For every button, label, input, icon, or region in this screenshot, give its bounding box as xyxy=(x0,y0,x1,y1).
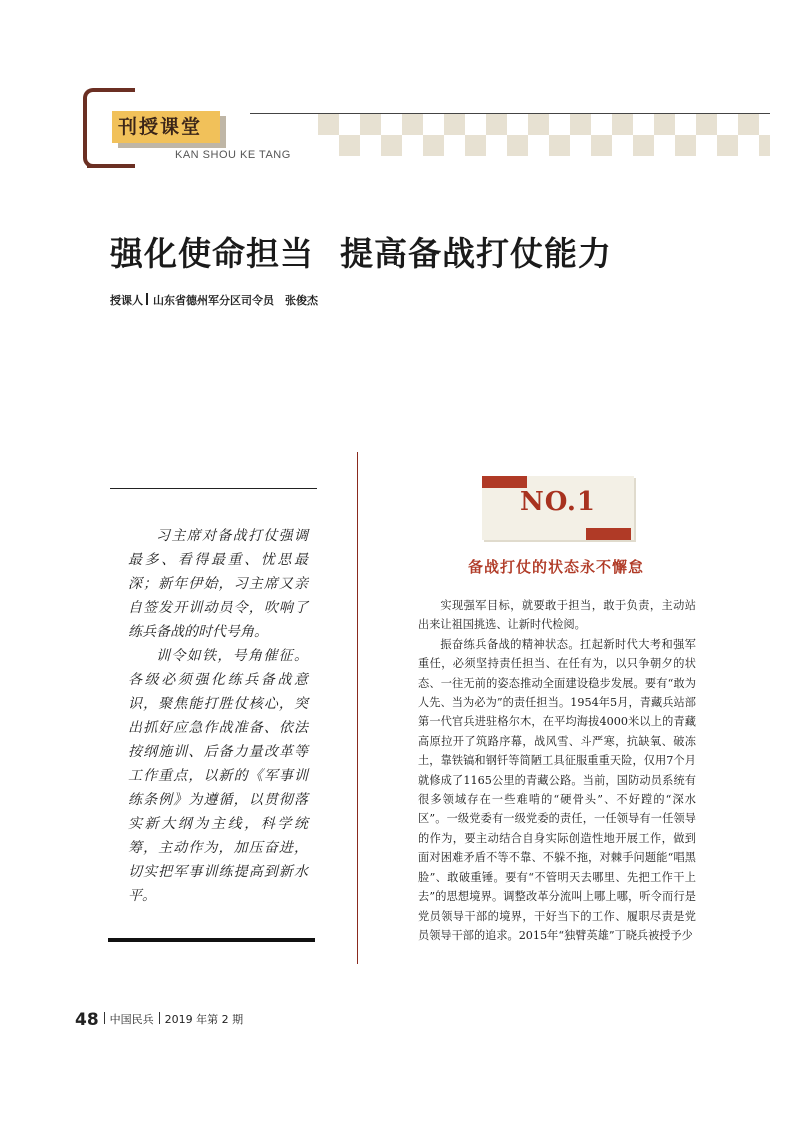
section-title: 刊授课堂 xyxy=(118,116,203,138)
page-footer xyxy=(75,1010,243,1030)
issue-label: 2019 年第 2 期 xyxy=(164,1013,244,1026)
quote-rule-top xyxy=(110,488,317,489)
badge-accent-bottom xyxy=(586,528,631,540)
quote-block xyxy=(128,524,308,908)
article-title-part1: 强化使命担当 xyxy=(110,234,314,273)
section-heading: 备战打仗的状态永不懈怠 xyxy=(467,558,644,576)
article-title-part2: 提高备战打仗能力 xyxy=(340,234,612,273)
quote-rule-bottom xyxy=(108,938,315,942)
byline-label: 授课人 xyxy=(110,294,143,307)
quote-paragraph: 训令如铁，号角催征。各级必须强化练兵备战意识，聚焦能打胜仗核心，突出抓好应急作战准备、依法按纲施训、后备力量改革等工作重点，以新的《军事训练条例》为遵循，以贯彻落实新大纲为主线，科学统筹，主动作为，加压奋进，切实把军事训练提高到新水平。 xyxy=(128,648,308,904)
checker-pattern xyxy=(318,114,770,156)
byline-divider xyxy=(146,293,148,305)
article-body xyxy=(418,596,696,945)
column-divider xyxy=(357,452,358,964)
body-paragraph: 振奋练兵备战的精神状态。扛起新时代大考和强军重任，必须坚持责任担当、在任有为，以只争朝夕的状态、一往无前的姿态推动全面建设稳步发展。要有“敢为人先、当为必为”的责任担当。1954年5月，青藏兵站部第一代官兵进驻格尔木，在平均海拔4000米以上的青藏高原拉开了筑路序幕，战风雪、斗严寒，抗缺氧、破冻土，靠铁镐和钢钎等简陋工具征服重重天险，仅用7个月就修成了1165公里的青藏公路。当前，国防动员系统有很多领域存在一些难啃的“硬骨头”、不好蹚的“深水区”。一级党委有一级党委的责任，一任领导有一任领导的作为，要主动结合自身实际创造性地开展工作，做到面对困难矛盾不等不靠、不躲不拖，对棘手问题能“唱黑脸”、敢破重锤。要有“不管明天去哪里、先把工作干上去”的思想境界。调整改革分流叫上哪上哪，听令而行是党员领导干部的境界，干好当下的工作、履职尽责是党员领导干部的追求。2015年“独臂英雄”丁晓兵被授予少 xyxy=(418,637,696,942)
article-title xyxy=(110,228,612,275)
page-number: 48 xyxy=(75,1010,99,1030)
section-badge-label: NO.1 xyxy=(519,487,597,517)
magazine-name: 中国民兵 xyxy=(109,1013,154,1026)
footer-divider xyxy=(159,1012,160,1024)
byline-author: 山东省德州军分区司令员 张俊杰 xyxy=(153,294,318,307)
quote-paragraph: 习主席对备战打仗强调最多、看得最重、忧思最深；新年伊始，习主席又亲自签发开训动员令，吹响了练兵备战的时代号角。 xyxy=(128,528,308,640)
byline xyxy=(110,292,318,308)
footer-divider xyxy=(104,1012,105,1024)
body-paragraph: 实现强军目标，就要敢于担当，敢于负责，主动站出来让祖国挑选、让新时代检阅。 xyxy=(418,599,696,632)
section-pinyin: KAN SHOU KE TANG xyxy=(175,149,291,161)
